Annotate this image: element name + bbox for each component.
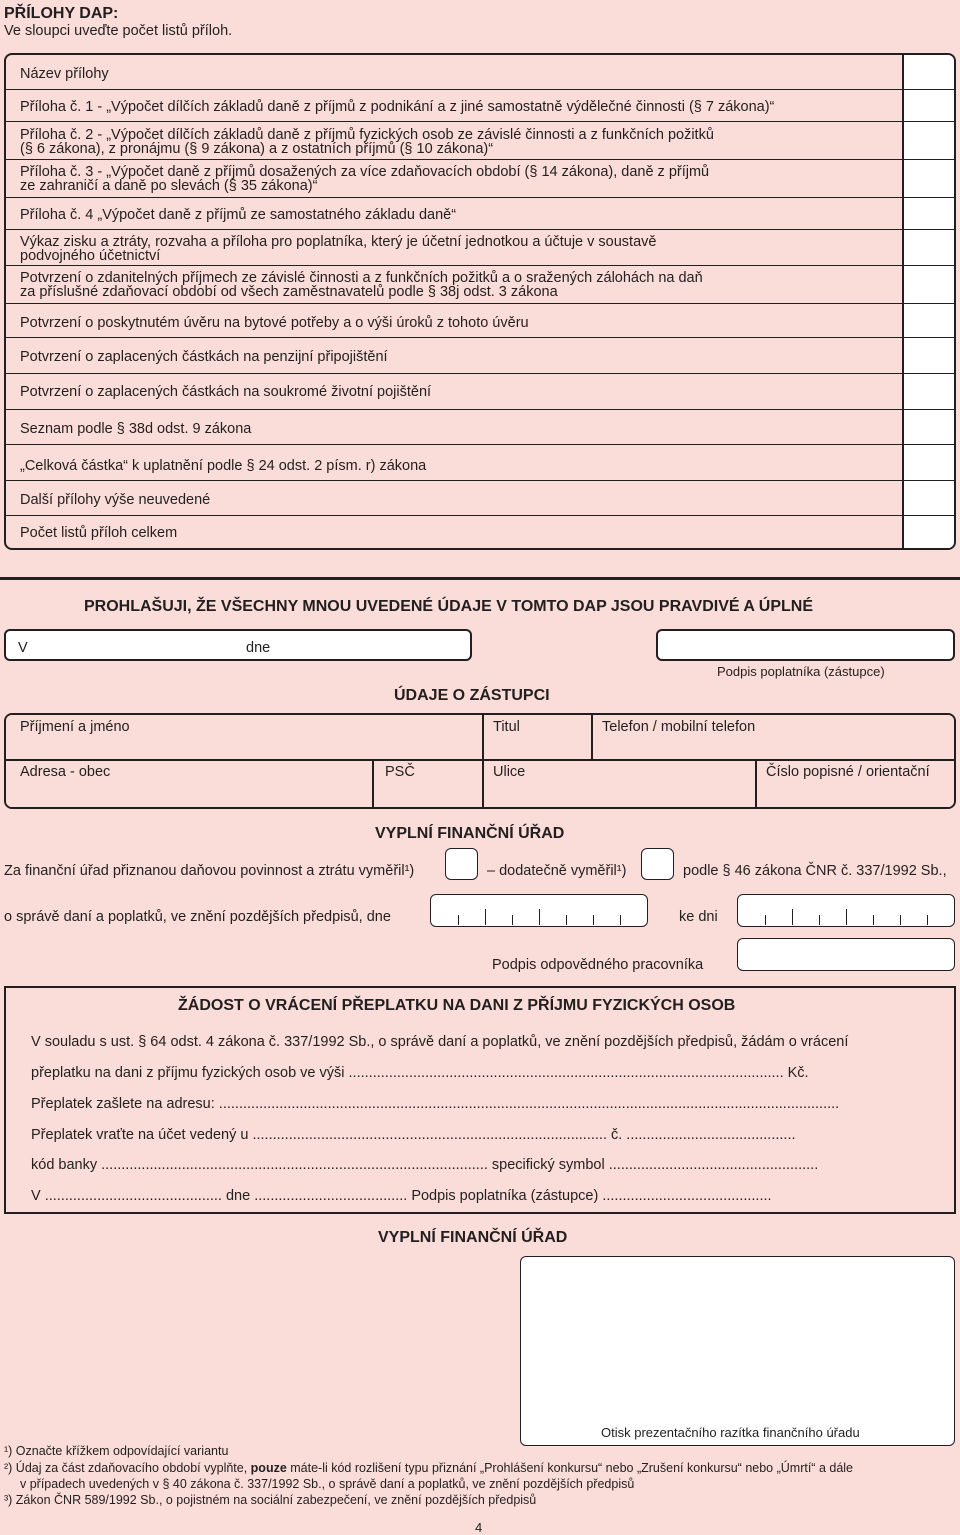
attachment-row-12: Další přílohy výše neuvedené [20,492,211,508]
date-label: dne [246,640,271,656]
as-of-label: ke dni [679,909,718,925]
refund-account-line[interactable]: Přeplatek vraťte na účet vedený u ........................................................................................ č. .......................................... [31,1127,796,1143]
page-title: PŘÍLOHY DAP: [4,5,119,22]
representative-table [4,713,956,809]
place-date-field[interactable] [4,629,472,661]
attachment-row-6: Potvrzení o zdanitelných příjmech ze závislé činnosti a z funkčních požitků a o sražených zálohách na daň za příslušné zdaňovací období od všech zaměstnavatelů podle § 38j odst. 3 zákona [20,270,703,300]
footnote-2-continued: v případech uvedených v § 40 zákona č. 337/1992 Sb., o správě daní a poplatků, ve znění pozdějších předpisů [20,1477,635,1491]
attachment-row-7: Potvrzení o poskytnutém úvěru na bytové potřeby a o výši úroků z tohoto úvěru [20,315,529,331]
refund-title: ŽÁDOST O VRÁCENÍ PŘEPLATKU NA DANI Z PŘÍJMU FYZICKÝCH OSOB [178,997,736,1014]
page-subtitle: Ve sloupci uveďte počet listů příloh. [4,23,233,39]
footnote-3: ³) Zákon ČNR 589/1992 Sb., o pojistném na sociální zabezpečení, ve znění pozdějších předpisů [4,1493,537,1507]
office-title-2: VYPLNÍ FINANČNÍ ÚŘAD [378,1229,568,1246]
assessed-checkbox[interactable] [445,848,478,880]
attachment-row-2: Příloha č. 2 - „Výpočet dílčích základů daně z příjmů fyzických osob ze závislé činnosti a z funkčních požitků (§ 6 zákona), z pronájmu (§ 9 zákona) a z ostatních příjmů (§ 10 zákona)“ [20,127,714,157]
surname-name-label: Příjmení a jméno [20,719,130,735]
office-stamp-field [520,1256,955,1446]
admin-law-text: o správě daní a poplatků, ve znění pozdějších předpisů, dne [4,909,391,925]
additional-assessed-checkbox[interactable] [641,848,674,880]
phone-label: Telefon / mobilní telefon [602,719,756,735]
refund-signature-line[interactable]: V ............................................ dne ...................................... Podpis poplatníka (zástupce) .......................................... [31,1188,772,1204]
office-title-1: VYPLNÍ FINANČNÍ ÚŘAD [375,825,565,842]
footnote-1: ¹) Označte křížkem odpovídající variantu [4,1444,229,1458]
house-number-label: Číslo popisné / orientační [766,764,930,780]
zip-label: PSČ [385,764,415,780]
count-column [902,55,956,548]
attachments-table [4,53,956,550]
refund-address-line[interactable]: Přeplatek zašlete na adresu: .......................................................................................................................................................... [31,1096,840,1112]
attachment-row-3: Příloha č. 3 - „Výpočet daně z příjmů dosažených za více zdaňovacích období (§ 14 zákona), daně z příjmů ze zahraničí a daně po slevách (§ 35 zákona)“ [20,164,710,194]
attachment-total-row: Počet listů příloh celkem [20,525,178,541]
attachment-row-11: „Celková částka“ k uplatnění podle § 24 odst. 2 písm. r) zákona [20,458,427,474]
refund-bank-code-line[interactable]: kód banky ................................................................................................ specifický symbol .................................................... [31,1157,819,1173]
declaration-title: PROHLAŠUJI, ŽE VŠECHNY MNOU UVEDENÉ ÚDAJE V TOMTO DAP JSOU PRAVDIVÉ A ÚPLNÉ [84,598,814,615]
assessed-text: Za finanční úřad přiznanou daňovou povinnost a ztrátu vyměřil¹) [4,863,415,879]
address-city-label: Adresa - obec [20,764,111,780]
attachment-row-5: Výkaz zisku a ztráty, rozvaha a příloha pro poplatníka, který je účetní jednotkou a účtuje v soustavě podvojného účetnictví [20,234,657,264]
additional-assessed-text: – dodatečně vyměřil¹) [487,863,627,879]
attachment-row-1: Příloha č. 1 - „Výpočet dílčích základů daně z příjmů z podnikání a z jiné samostatně výdělečné činnosti (§ 7 zákona)“ [20,99,775,115]
representative-title: ÚDAJE O ZÁSTUPCI [394,687,550,704]
taxpayer-signature-label: Podpis poplatníka (zástupce) [717,664,885,679]
attachment-row-8: Potvrzení o zaplacených částkách na penzijní připojištění [20,349,388,365]
refund-amount-line[interactable]: přeplatku na dani z příjmu fyzických osob ve výši ............................................................................................................ Kč. [31,1065,809,1081]
attachment-row-10: Seznam podle § 38d odst. 9 zákona [20,421,252,437]
attachment-row-9: Potvrzení o zaplacených částkách na soukromé životní pojištění [20,384,432,400]
law-reference-text: podle § 46 zákona ČNR č. 337/1992 Sb., [683,863,947,879]
place-label: V [18,640,28,656]
attachments-column-header: Název přílohy [20,66,109,82]
as-of-date-field[interactable] [737,894,955,927]
taxpayer-signature-field[interactable] [656,629,955,661]
refund-line-1: V souladu s ust. § 64 odst. 4 zákona č. 337/1992 Sb., o správě daní a poplatků, ve znění pozdějších předpisů, žádám o vrácení [31,1034,849,1050]
street-label: Ulice [493,764,526,780]
officer-signature-label: Podpis odpovědného pracovníka [492,957,704,973]
officer-signature-field[interactable] [737,938,955,971]
assessment-date-field[interactable] [430,894,648,927]
page-number: 4 [475,1520,483,1535]
office-stamp-label: Otisk prezentačního razítka finančního úřadu [601,1425,860,1440]
section-divider [0,577,960,580]
footnote-2: ²) Údaj za část zdaňovacího období vyplňte, pouze máte-li kód rozlišení typu přiznání „Prohlášení konkursu“ nebo „Zrušení konkursu“ nebo „Úmrtí“ a dále [4,1461,854,1475]
degree-label: Titul [493,719,520,735]
attachment-row-4: Příloha č. 4 „Výpočet daně z příjmů ze samostatného základu daně“ [20,207,457,223]
